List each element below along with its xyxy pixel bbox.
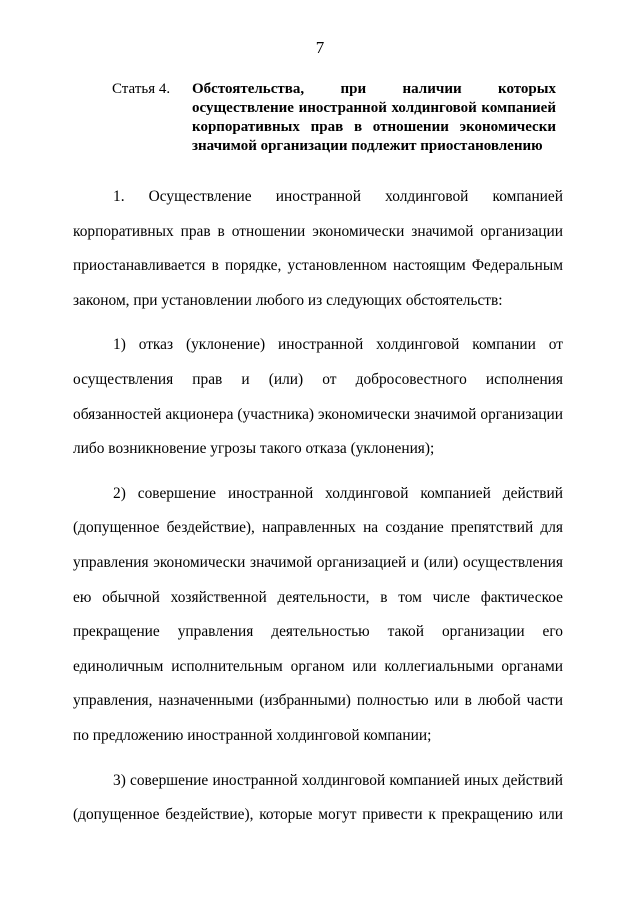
- paragraph-item-1: 1) отказ (уклонение) иностранной холдинговой компании от осуществления прав и (или) от добросовестного исполнения обязанностей акционера (участника) экономически значимой организации либо возникновение угрозы такого отказа (уклонения);: [73, 336, 563, 458]
- article-title: Обстоятельства, при наличии которых осуществление иностранной холдинговой компанией корпоративных прав в отношении экономически значимой организации подлежит приостановлению: [192, 81, 556, 154]
- paragraph-item-3: 3) совершение иностранной холдинговой компанией иных действий (допущенное бездействие), которые могут привести к прекращению или: [73, 771, 563, 824]
- paragraph-1: 1. Осуществление иностранной холдинговой компанией корпоративных прав в отношении экономически значимой организации приостанавливается в порядке, установленном настоящим Федеральным законом, при установлении любого из следующих обстоятельств:: [73, 188, 563, 309]
- article-body: [73, 180, 563, 833]
- page-number: 7: [315, 38, 325, 57]
- paragraph-item-2: 2) совершение иностранной холдинговой компанией действий (допущенное бездействие), направленных на создание препятствий для управления экономически значимой организацией и (или) осуществления ею обычной хозяйственной деятельности, в том числе фактическое прекращение управления деятельностью такой организации его единоличным исполнительным органом или коллегиальными органами управления, назначенными (избранными) полностью или в любой части по предложению иностранной холдинговой компании;: [73, 484, 563, 744]
- article-label: Статья 4.: [112, 81, 171, 97]
